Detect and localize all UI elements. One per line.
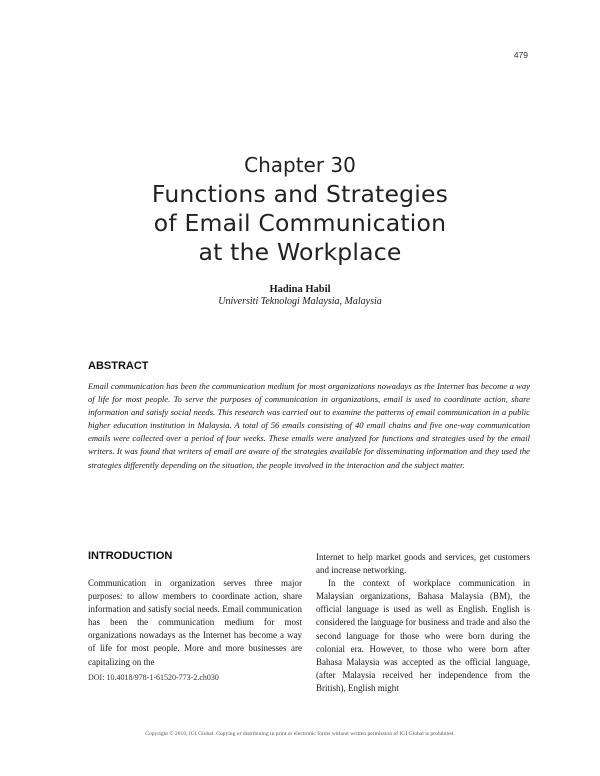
- doi: DOI: 10.4018/978-1-61520-773-2.ch030: [88, 673, 219, 682]
- intro-paragraph-right-2: In the context of workplace communication in Malaysian organizations, Bahasa Malaysia (BM), the official language is used as well as English. English is considered the language for business and trade and also the second language for those who were born during the colonial era. However, to those who were born after Bahasa Malaysia was accepted as the official language, (after Malaysia received her independence from the British), English might: [316, 578, 530, 693]
- author-name: Hadina Habil: [269, 284, 331, 295]
- chapter-title-line: Functions and Strategies: [151, 180, 449, 208]
- copyright-notice: Copyright © 2010, IGI Global. Copying or distributing in print or electronic forms without written permission of IGI Global is prohibited.: [145, 731, 455, 737]
- abstract-heading: ABSTRACT: [88, 360, 149, 372]
- chapter-title: [60, 180, 540, 267]
- intro-paragraph-left: Communication in organization serves three major purposes: to allow members to coordinate action, share information and satisfy social needs. Email communication has been the communication medium for most organizations nowadays as the Internet has become a way of life for most people. More and more businesses are capitalizing on the: [88, 578, 302, 667]
- chapter-title-line: at the Workplace: [198, 238, 402, 266]
- intro-paragraph-right-1: Internet to help market goods and services, get customers and increase networking.: [316, 552, 530, 576]
- right-column: [316, 551, 530, 695]
- abstract-text: Email communication has been the communication medium for most organizations nowadays as the Internet has become a way of life for most people. To serve the purposes of communication in organizations, email is used to coordinate action, share information and satisfy social needs. This research was carried out to examine the patterns of email communication in a public higher education institution in Malaysia. A total of 56 emails consisting of 40 email chains and five one-way communication emails were collected over a period of four weeks. These emails were analyzed for functions and strategies used by the email writers. It was found that writers of email are aware of the strategies available for disseminating information and they used the strategies differently depending on the situation, the people involved in the interaction and the subject matter.: [88, 381, 530, 470]
- page-number: 479: [513, 50, 528, 60]
- introduction-heading: INTRODUCTION: [88, 550, 173, 562]
- chapter-title-line: of Email Communication: [153, 209, 447, 237]
- left-column: [88, 577, 302, 669]
- chapter-label: Chapter 30: [244, 153, 356, 177]
- author-affiliation: Universiti Teknologi Malaysia, Malaysia: [218, 296, 382, 307]
